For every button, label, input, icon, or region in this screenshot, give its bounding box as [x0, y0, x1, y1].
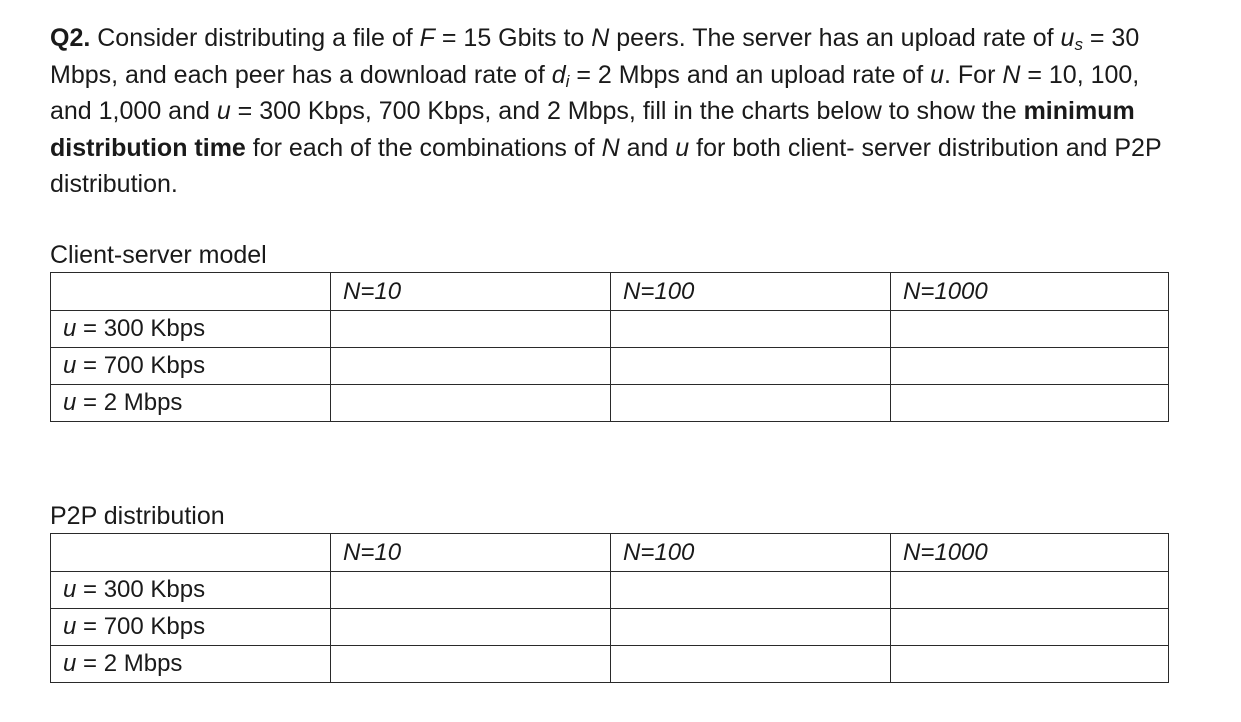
- table-row: [51, 385, 1169, 422]
- column-header: N=10: [331, 534, 611, 572]
- answer-cell[interactable]: [611, 311, 891, 348]
- table-row: [51, 646, 1169, 683]
- p2p-table: [50, 533, 1169, 683]
- answer-cell[interactable]: [611, 348, 891, 385]
- question-fragment: and: [619, 133, 676, 162]
- var-n: N: [601, 133, 620, 162]
- var-s-subscript: s: [1074, 35, 1083, 54]
- table-row: [51, 348, 1169, 385]
- table-header-row: [51, 273, 1169, 311]
- table-header-row: [51, 534, 1169, 572]
- row-var: u: [63, 576, 77, 603]
- answer-cell[interactable]: [891, 572, 1169, 609]
- answer-cell[interactable]: [891, 646, 1169, 683]
- p2p-title: P2P distribution: [50, 502, 225, 530]
- answer-cell[interactable]: [611, 385, 891, 422]
- row-value: = 300 Kbps: [76, 576, 206, 603]
- row-var: u: [63, 613, 77, 640]
- row-label: [51, 646, 331, 683]
- var-d: d: [551, 60, 566, 89]
- answer-cell[interactable]: [331, 385, 611, 422]
- question-fragment: = 300 Kbps, 700 Kbps, and 2 Mbps, fill in the charts below to show the: [230, 97, 1024, 125]
- question-fragment: = 15 Gbits to: [434, 24, 592, 52]
- var-n: N: [591, 24, 610, 52]
- answer-cell[interactable]: [891, 348, 1169, 385]
- answer-cell[interactable]: [891, 311, 1169, 348]
- answer-cell[interactable]: [331, 311, 611, 348]
- question-emphasis: minimum distribution time: [50, 97, 1135, 162]
- question-fragment: = 30 Mbps, and each peer has a download rate of: [50, 24, 1140, 89]
- column-header: N=100: [611, 273, 891, 311]
- question-fragment: peers. The server has an upload rate of: [609, 24, 1061, 52]
- column-header: N=100: [611, 534, 891, 572]
- row-label: [51, 311, 331, 348]
- question-text: [50, 20, 1175, 203]
- table-row: [51, 311, 1169, 348]
- row-label: [51, 572, 331, 609]
- question-fragment: . For: [944, 60, 1003, 89]
- corner-cell: [51, 273, 331, 311]
- var-u: u: [675, 133, 690, 162]
- answer-cell[interactable]: [891, 385, 1169, 422]
- question-label: Q2.: [50, 24, 91, 52]
- var-f: F: [419, 24, 435, 52]
- answer-cell[interactable]: [331, 348, 611, 385]
- question-fragment: for each of the combinations of: [245, 133, 602, 162]
- row-value: = 2 Mbps: [76, 389, 183, 416]
- corner-cell: [51, 534, 331, 572]
- var-u: u: [1060, 24, 1075, 52]
- row-var: u: [63, 315, 77, 342]
- answer-cell[interactable]: [611, 572, 891, 609]
- question-fragment: Consider distributing a file of: [90, 24, 420, 52]
- row-label: [51, 609, 331, 646]
- client-server-table: [50, 272, 1169, 422]
- answer-cell[interactable]: [331, 572, 611, 609]
- answer-cell[interactable]: [891, 609, 1169, 646]
- column-header: N=1000: [891, 534, 1169, 572]
- row-label: [51, 348, 331, 385]
- row-label: [51, 385, 331, 422]
- row-var: u: [63, 352, 77, 379]
- answer-cell[interactable]: [611, 609, 891, 646]
- var-u: u: [216, 97, 231, 125]
- row-value: = 300 Kbps: [76, 315, 206, 342]
- row-var: u: [63, 389, 77, 416]
- question-fragment: for both client- server distribution and P2P distribution.: [50, 133, 1162, 198]
- column-header: N=1000: [891, 273, 1169, 311]
- answer-cell[interactable]: [331, 609, 611, 646]
- question-fragment: = 2 Mbps and an upload rate of: [569, 60, 931, 89]
- question-fragment: = 10, 100, and 1,000 and: [50, 60, 1140, 125]
- var-n: N: [1002, 60, 1021, 89]
- table-row: [51, 572, 1169, 609]
- row-value: = 700 Kbps: [76, 352, 206, 379]
- table-row: [51, 609, 1169, 646]
- row-value: = 2 Mbps: [76, 650, 183, 677]
- row-value: = 700 Kbps: [76, 613, 206, 640]
- column-header: N=10: [331, 273, 611, 311]
- answer-cell[interactable]: [611, 646, 891, 683]
- client-server-title: Client-server model: [50, 241, 267, 269]
- answer-cell[interactable]: [331, 646, 611, 683]
- row-var: u: [63, 650, 77, 677]
- var-i-subscript: i: [565, 71, 570, 91]
- var-u: u: [930, 60, 944, 89]
